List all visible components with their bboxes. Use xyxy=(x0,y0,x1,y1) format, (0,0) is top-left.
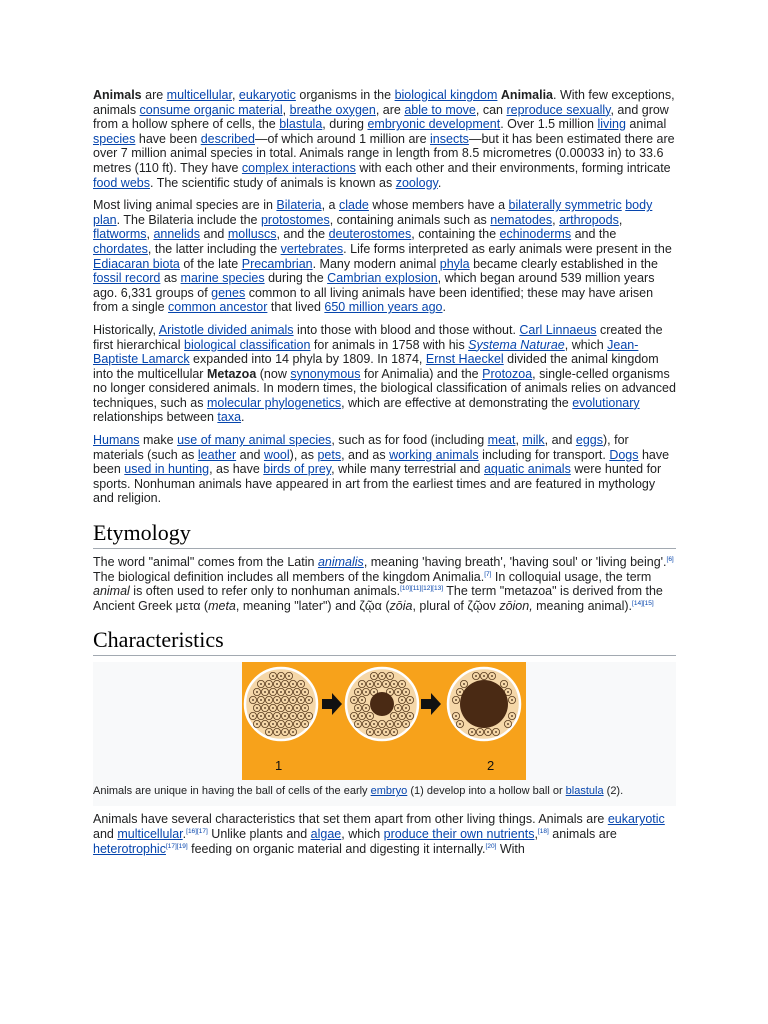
link-reproduce-sexually[interactable]: reproduce sexually xyxy=(506,102,611,117)
link-used-in-hunting[interactable]: used in hunting xyxy=(124,462,210,477)
cell-nucleus xyxy=(377,684,379,686)
link-flatworms[interactable]: flatworms xyxy=(93,227,147,242)
link-wool[interactable]: wool xyxy=(263,447,290,462)
cell-nucleus xyxy=(483,676,485,678)
citation[interactable]: [14][15] xyxy=(632,599,654,607)
link-biological-classification[interactable]: biological classification xyxy=(184,337,311,352)
link-zoology[interactable]: zoology xyxy=(395,175,438,190)
cell-nucleus xyxy=(252,716,254,718)
link-protozoa[interactable]: Protozoa xyxy=(482,366,533,381)
cell-nucleus xyxy=(507,692,509,694)
cell-nucleus xyxy=(365,692,367,694)
cell-nucleus xyxy=(268,700,270,702)
section-heading-characteristics: Characteristics xyxy=(93,627,676,656)
cell-nucleus xyxy=(300,700,302,702)
link-echinoderms[interactable]: echinoderms xyxy=(499,227,572,242)
link-use-of-animals[interactable]: use of many animal species xyxy=(177,433,332,448)
cell-nucleus xyxy=(503,684,505,686)
citation[interactable]: [16][17] xyxy=(186,827,208,835)
cell-nucleus xyxy=(288,676,290,678)
cell-nucleus xyxy=(491,676,493,678)
etymology-paragraph: The word "animal" comes from the Latin animalis, meaning 'having breath', 'having soul' or 'living being'.[6] The biological definition includes all members of the kingdom Animalia.[7] In colloquial usage, the term animal is often used to refer only to nonhuman animals.[10][11][12][13] The term "metazoa" is derived from the Ancient Greek μετα (meta, meaning "later") and ζῷα (zōia, plural of ζῷον zōion, meaning animal).[14][15] xyxy=(93,555,674,613)
link-ediacaran-biota[interactable]: Ediacaran biota xyxy=(93,256,180,271)
cell-nucleus xyxy=(381,676,383,678)
link-dogs[interactable]: Dogs xyxy=(609,447,639,462)
cell-nucleus xyxy=(373,692,375,694)
link-annelids[interactable]: annelids xyxy=(153,227,201,242)
cell-nucleus xyxy=(280,708,282,710)
cell-nucleus xyxy=(296,708,298,710)
cell-nucleus xyxy=(365,708,367,710)
cell-nucleus xyxy=(475,676,477,678)
cell-nucleus xyxy=(507,724,509,726)
link-molecular-phylogenetics[interactable]: molecular phylogenetics xyxy=(206,395,342,410)
cell-nucleus xyxy=(361,684,363,686)
link-humans[interactable]: Humans xyxy=(93,433,140,448)
citation[interactable]: [10][11][12][13] xyxy=(400,585,444,593)
citation[interactable]: [17][19] xyxy=(165,842,188,850)
cell-nucleus xyxy=(397,708,399,710)
blastocoel-cavity xyxy=(460,680,508,728)
cell-nucleus xyxy=(401,716,403,718)
link-working-animals[interactable]: working animals xyxy=(389,447,479,462)
link-bilateria[interactable]: Bilateria xyxy=(276,198,322,213)
link-milk[interactable]: milk xyxy=(522,433,545,448)
cell-nucleus xyxy=(357,708,359,710)
cell-nucleus xyxy=(487,732,489,734)
cell-nucleus xyxy=(264,724,266,726)
link-systema-naturae[interactable]: Systema Naturae xyxy=(468,337,565,352)
cell-nucleus xyxy=(268,732,270,734)
link-synonymous[interactable]: synonymous xyxy=(290,366,361,381)
link-described[interactable]: described xyxy=(200,131,255,146)
link-clade[interactable]: clade xyxy=(338,198,369,213)
cell-nucleus xyxy=(455,700,457,702)
link-embryo[interactable]: embryo xyxy=(370,785,408,798)
cell-nucleus xyxy=(405,724,407,726)
cell-nucleus xyxy=(397,692,399,694)
cell-nucleus xyxy=(393,732,395,734)
link-vertebrates[interactable]: vertebrates xyxy=(280,241,344,256)
cell-nucleus xyxy=(369,732,371,734)
cell-nucleus xyxy=(459,724,461,726)
bold-term: Animalia xyxy=(500,88,554,102)
section-heading-etymology: Etymology xyxy=(93,520,676,549)
link-arthropods[interactable]: arthropods xyxy=(559,212,619,227)
link-taxa[interactable]: taxa xyxy=(217,410,242,425)
cell-nucleus xyxy=(393,684,395,686)
cell-nucleus xyxy=(300,716,302,718)
stage-label-1: 1 xyxy=(275,758,283,774)
cell-nucleus xyxy=(353,716,355,718)
link-fossil-record[interactable]: fossil record xyxy=(93,271,161,286)
cell-nucleus xyxy=(365,724,367,726)
cell-nucleus xyxy=(276,732,278,734)
cell-nucleus xyxy=(256,708,258,710)
cell-nucleus xyxy=(304,724,306,726)
cell-nucleus xyxy=(369,684,371,686)
link-animalis[interactable]: animalis xyxy=(317,555,364,570)
cell-nucleus xyxy=(260,700,262,702)
cell-nucleus xyxy=(252,700,254,702)
cell-nucleus xyxy=(292,700,294,702)
cell-nucleus xyxy=(284,716,286,718)
bold-term: Animals xyxy=(93,88,142,102)
citation[interactable]: [20] xyxy=(485,842,497,850)
cell-nucleus xyxy=(264,708,266,710)
cell-nucleus xyxy=(479,732,481,734)
link-body-plan[interactable]: body plan xyxy=(93,198,653,227)
cell-nucleus xyxy=(292,732,294,734)
cell-nucleus xyxy=(459,692,461,694)
cell-nucleus xyxy=(260,684,262,686)
stage-label-2: 2 xyxy=(487,758,495,774)
cell-nucleus xyxy=(272,676,274,678)
history-paragraph: Historically, Aristotle divided animals into those with blood and those without. Carl Linnaeus created the first hierarchical biological classification for animals in 1758 with his Systema Naturae, which Jean-Baptiste Lamarck expanded into 14 phyla by 1809. In 1874, Ernst Haeckel divided the animal kingdom into the multicellular Metazoa (now synonymous for Animalia) and the Protozoa, single-celled organisms no longer considered animals. In modern times, the biological classification of animals relies on advanced techniques, such as molecular phylogenetics, which are effective at demonstrating the evolutionary relationships between taxa. xyxy=(93,322,676,425)
cell-nucleus xyxy=(284,684,286,686)
cell-nucleus xyxy=(495,732,497,734)
humans-paragraph: Humans make use of many animal species, such as for food (including meat, milk, and eggs), for materials (such as leather and wool), as pets, and as working animals including for transport. Dogs have been used in hunting, as have birds of prey, while many terrestrial and aquatic animals were hunted for sports. Nonhuman animals have appeared in art from the earliest times and are featured in mythology and religion. xyxy=(93,433,670,506)
link-heterotrophic[interactable]: heterotrophic xyxy=(93,841,166,856)
citation[interactable]: [7] xyxy=(484,570,492,578)
cell-nucleus xyxy=(405,692,407,694)
link-genes[interactable]: genes xyxy=(211,285,246,300)
cell-nucleus xyxy=(385,732,387,734)
cell-nucleus xyxy=(405,708,407,710)
cell-nucleus xyxy=(296,724,298,726)
link-living[interactable]: living xyxy=(597,117,626,132)
cell-nucleus xyxy=(377,732,379,734)
link-insects[interactable]: insects xyxy=(430,131,469,146)
cell-nucleus xyxy=(308,716,310,718)
link-food-webs[interactable]: food webs xyxy=(93,175,150,190)
cell-nucleus xyxy=(455,716,457,718)
cell-nucleus xyxy=(284,732,286,734)
cell-nucleus xyxy=(463,684,465,686)
link-consume-organic-material[interactable]: consume organic material xyxy=(139,102,283,117)
cell-nucleus xyxy=(268,684,270,686)
cell-nucleus xyxy=(292,684,294,686)
link-eukaryotic[interactable]: eukaryotic xyxy=(238,88,296,102)
link-chordates[interactable]: chordates xyxy=(93,241,148,256)
cell-nucleus xyxy=(288,692,290,694)
link-ernst-haeckel[interactable]: Ernst Haeckel xyxy=(425,352,504,367)
cell-nucleus xyxy=(389,724,391,726)
cell-nucleus xyxy=(284,700,286,702)
cell-nucleus xyxy=(276,684,278,686)
cell-nucleus xyxy=(304,692,306,694)
cell-nucleus xyxy=(393,716,395,718)
cell-nucleus xyxy=(511,716,513,718)
cell-nucleus xyxy=(264,692,266,694)
cell-nucleus xyxy=(308,700,310,702)
cell-nucleus xyxy=(272,708,274,710)
cell-nucleus xyxy=(389,692,391,694)
cell-nucleus xyxy=(401,700,403,702)
cell-nucleus xyxy=(272,724,274,726)
cell-nucleus xyxy=(280,692,282,694)
blastula-figure xyxy=(93,662,676,806)
cell-nucleus xyxy=(397,724,399,726)
link-biological-kingdom[interactable]: biological kingdom xyxy=(394,88,498,102)
blastula-image[interactable] xyxy=(93,662,676,780)
link-pets[interactable]: pets xyxy=(317,447,342,462)
cell-nucleus xyxy=(296,692,298,694)
bold-term: Metazoa xyxy=(206,366,257,381)
cell-nucleus xyxy=(256,724,258,726)
cell-nucleus xyxy=(361,700,363,702)
cell-nucleus xyxy=(268,716,270,718)
cell-nucleus xyxy=(369,716,371,718)
cell-nucleus xyxy=(288,708,290,710)
link-algae[interactable]: algae xyxy=(310,827,342,841)
link-meat[interactable]: meat xyxy=(487,433,516,448)
figure-caption: Animals are unique in having the ball of cells of the early embryo (1) develop into a hollow ball or blastula (2). xyxy=(93,785,624,798)
cell-nucleus xyxy=(304,708,306,710)
cell-nucleus xyxy=(471,732,473,734)
link-650-million-years-ago[interactable]: 650 million years ago xyxy=(324,300,443,315)
blastula-diagram-icon xyxy=(242,662,526,780)
link-eukaryotic-2[interactable]: eukaryotic xyxy=(607,812,665,827)
link-eggs[interactable]: eggs xyxy=(575,433,604,448)
link-birds-of-prey[interactable]: birds of prey xyxy=(263,462,332,477)
cell-nucleus xyxy=(373,724,375,726)
cell-nucleus xyxy=(280,676,282,678)
link-multicellular-2[interactable]: multicellular xyxy=(117,827,183,841)
citation[interactable]: [18] xyxy=(537,827,549,835)
link-phyla[interactable]: phyla xyxy=(439,256,470,271)
link-blastula[interactable]: blastula xyxy=(279,117,323,132)
cell-nucleus xyxy=(272,692,274,694)
link-marine-species[interactable]: marine species xyxy=(180,271,265,286)
link-cambrian-explosion[interactable]: Cambrian explosion xyxy=(327,271,438,286)
characteristics-paragraph: Animals have several characteristics that set them apart from other living things. Animals are eukaryotic and multicellular.[16][17] Unlike plants and algae, which produce their own nutrients,[18] animals are heterotrophic[17][19] feeding on organic material and digesting it internally.[20] With xyxy=(93,812,665,856)
cell-nucleus xyxy=(381,724,383,726)
citation[interactable]: [6] xyxy=(666,555,674,563)
link-species[interactable]: species xyxy=(93,131,136,146)
cell-nucleus xyxy=(511,700,513,702)
cell-nucleus xyxy=(280,724,282,726)
cell-nucleus xyxy=(361,716,363,718)
cell-nucleus xyxy=(409,700,411,702)
cell-nucleus xyxy=(276,700,278,702)
link-common-ancestor[interactable]: common ancestor xyxy=(168,300,268,315)
article-body xyxy=(93,88,676,864)
link-able-to-move[interactable]: able to move xyxy=(404,102,476,117)
link-breathe-oxygen[interactable]: breathe oxygen xyxy=(289,102,376,117)
cell-nucleus xyxy=(373,676,375,678)
link-produce-own-nutrients[interactable]: produce their own nutrients xyxy=(383,827,535,841)
link-evolutionary[interactable]: evolutionary xyxy=(572,395,640,410)
intro-paragraph: Animals are multicellular, eukaryotic organisms in the biological kingdom Animalia. With few exceptions, animals consume organic material, breathe oxygen, are able to move, can reproduce sexually, and grow from a hollow sphere of cells, the blastula, during embryonic development. Over 1.5 million living animal species have been described—of which around 1 million are insects—but it has been estimated there are over 7 million animal species in total. Animals range in length from 8.5 micrometres (0.00033 in) to 33.6 metres (110 ft). They have complex interactions with each other and their environments, forming intricate food webs. The scientific study of animals is known as zoology. xyxy=(93,88,675,190)
link-leather[interactable]: leather xyxy=(197,447,237,462)
link-aristotle[interactable]: Aristotle divided animals xyxy=(158,322,294,337)
cell-nucleus xyxy=(357,692,359,694)
link-nematodes[interactable]: nematodes xyxy=(490,212,553,227)
cell-nucleus xyxy=(260,716,262,718)
link-deuterostomes[interactable]: deuterostomes xyxy=(328,227,412,242)
cell-nucleus xyxy=(401,684,403,686)
cell-nucleus xyxy=(353,700,355,702)
cell-nucleus xyxy=(385,684,387,686)
link-aquatic-animals[interactable]: aquatic animals xyxy=(483,462,571,477)
link-protostomes[interactable]: protostomes xyxy=(260,212,330,227)
link-blastula-caption[interactable]: blastula xyxy=(565,785,604,798)
cell-nucleus xyxy=(409,716,411,718)
cell-nucleus xyxy=(389,676,391,678)
cell-nucleus xyxy=(256,692,258,694)
link-carl-linnaeus[interactable]: Carl Linnaeus xyxy=(519,322,597,337)
link-precambrian[interactable]: Precambrian xyxy=(241,256,313,271)
cell-nucleus xyxy=(276,716,278,718)
cell-nucleus xyxy=(300,684,302,686)
link-embryonic-development[interactable]: embryonic development xyxy=(367,117,501,132)
cell-nucleus xyxy=(292,716,294,718)
cell-nucleus xyxy=(288,724,290,726)
bilateria-paragraph: Most living animal species are in Bilateria, a clade whose members have a bilaterally symmetric body plan. The Bilateria include the protostomes, containing animals such as nematodes, arthropods, flatworms, annelids and molluscs, and the deuterostomes, containing the echinoderms and the chordates, the latter including the vertebrates. Life forms interpreted as early animals were present in the Ediacaran biota of the late Precambrian. Many modern animal phyla became clearly established in the fossil record as marine species during the Cambrian explosion, which began around 539 million years ago. 6,331 groups of genes common to all living animals have been identified; these may have arisen from a single common ancestor that lived 650 million years ago. xyxy=(93,198,672,315)
link-bilaterally-symmetric[interactable]: bilaterally symmetric xyxy=(508,198,622,213)
link-lamarck[interactable]: Jean-Baptiste Lamarck xyxy=(93,337,639,367)
cell-nucleus xyxy=(357,724,359,726)
link-complex-interactions[interactable]: complex interactions xyxy=(241,160,356,175)
link-molluscs[interactable]: molluscs xyxy=(227,227,277,242)
link-multicellular[interactable]: multicellular xyxy=(166,88,232,102)
blastocoel-cavity xyxy=(370,692,394,716)
